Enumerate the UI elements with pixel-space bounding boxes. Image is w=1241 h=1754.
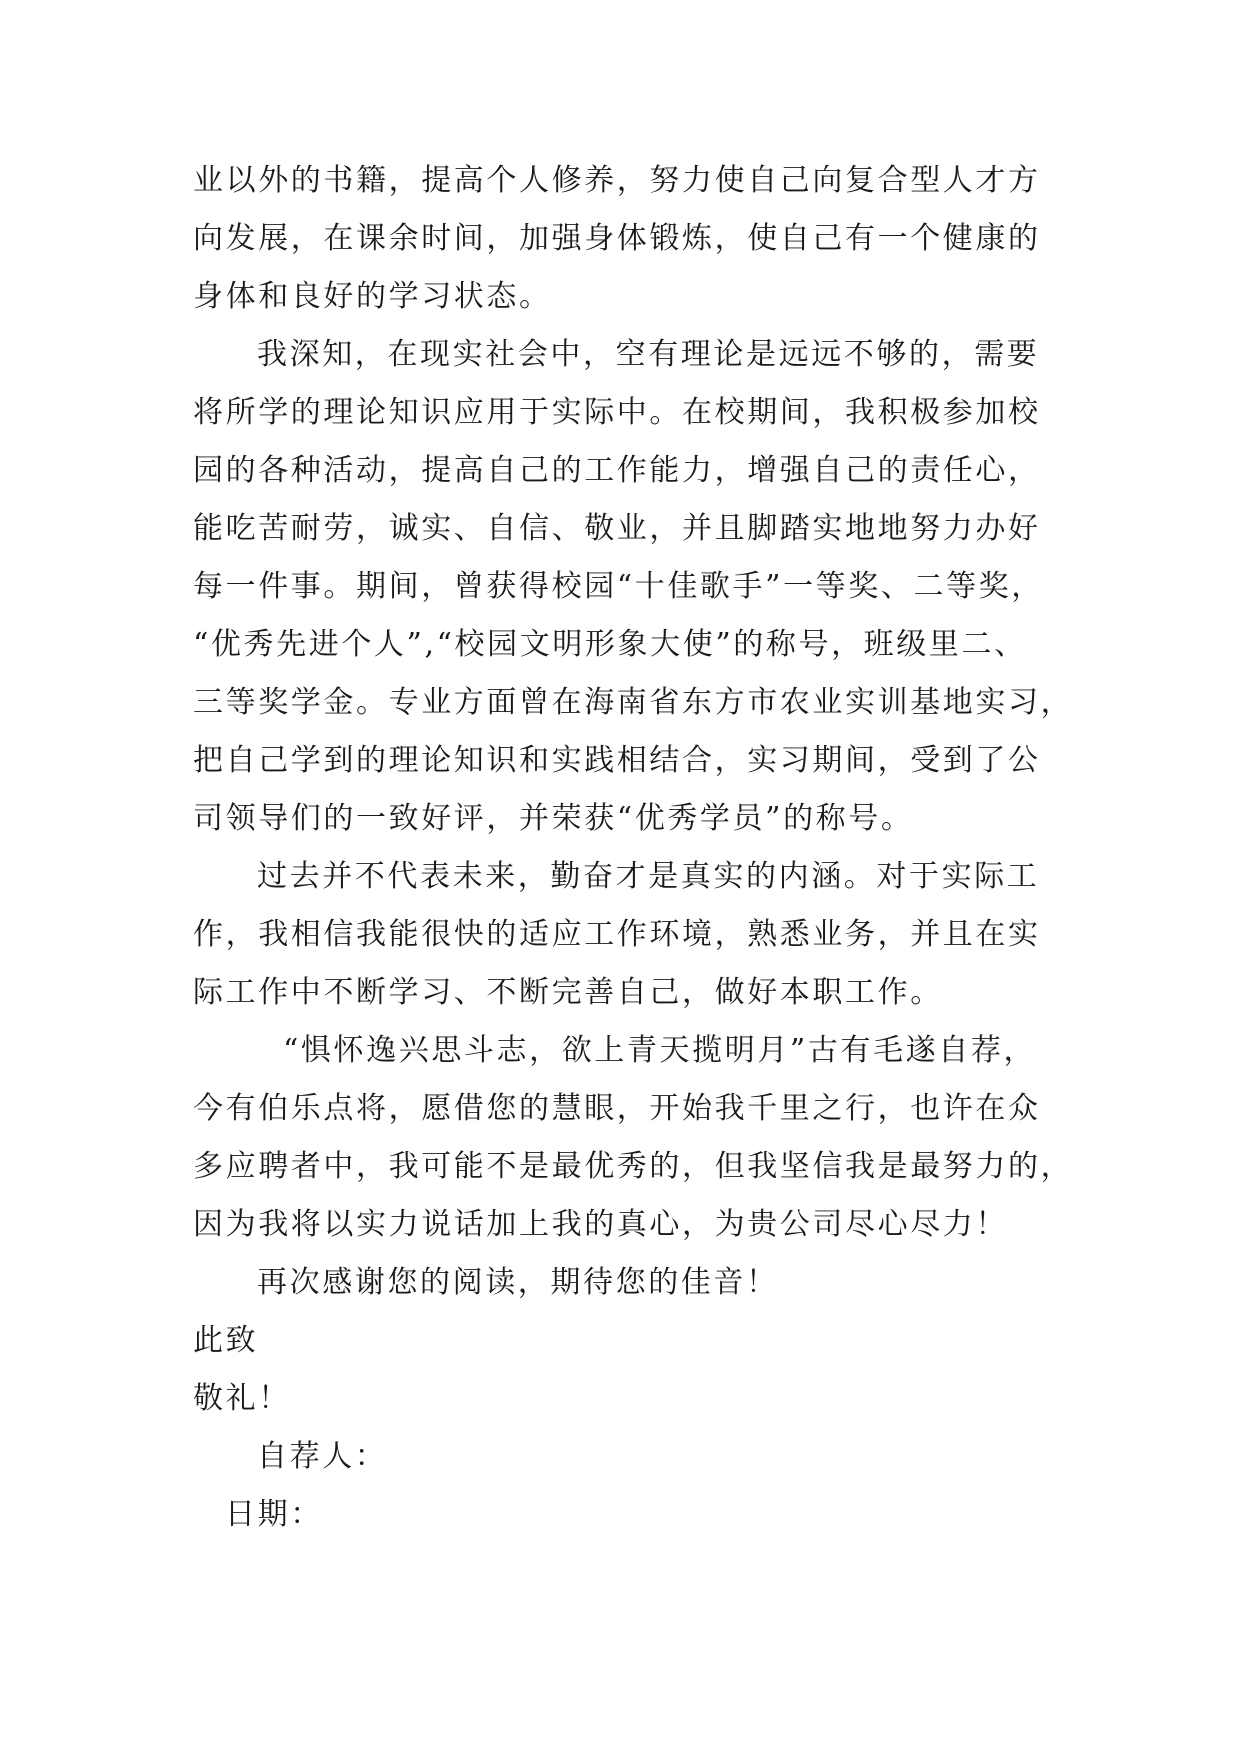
- body-line: 身体和良好的学习状态。: [193, 279, 552, 314]
- body-line: 司领导们的一致好评，并荣获“优秀学员”的称号。: [193, 801, 914, 836]
- body-line: 业以外的书籍，提高个人修养，努力使自己向复合型人才方: [193, 163, 1041, 198]
- body-line: 园的各种活动，提高自己的工作能力，增强自己的责任心，: [193, 453, 1041, 488]
- body-line: 把自己学到的理论知识和实践相结合，实习期间，受到了公: [193, 743, 1041, 778]
- body-line: “优秀先进个人”,“校园文明形象大使”的称号，班级里二、: [193, 627, 1027, 662]
- body-line: 能吃苦耐劳，诚实、自信、敬业，并且脚踏实地地努力办好: [193, 511, 1041, 546]
- paragraph-start-line: “惧怀逸兴思斗志，欲上青天揽明月”古有毛遂自荐，: [283, 1033, 1037, 1068]
- body-line: 因为我将以实力说话加上我的真心，为贵公司尽心尽力！: [193, 1207, 1008, 1242]
- body-line: 作，我相信我能很快的适应工作环境，熟悉业务，并且在实: [193, 917, 1041, 952]
- body-line: 三等奖学金。专业方面曾在海南省东方市农业实训基地实习，: [193, 685, 1074, 720]
- salutation-jingli: 敬礼！: [193, 1381, 291, 1416]
- body-line: 今有伯乐点将，愿借您的慧眼，开始我千里之行，也许在众: [193, 1091, 1041, 1126]
- letter-body: [193, 152, 1074, 1544]
- signature-label: 自荐人：: [257, 1439, 388, 1474]
- paragraph-start-line: 过去并不代表未来，勤奋才是真实的内涵。对于实际工: [257, 859, 1040, 894]
- date-label: 日期：: [225, 1497, 323, 1532]
- body-line: 际工作中不断学习、不断完善自己，做好本职工作。: [193, 975, 943, 1010]
- body-line: 多应聘者中，我可能不是最优秀的，但我坚信我是最努力的，: [193, 1149, 1074, 1184]
- paragraph-start-line: 我深知，在现实社会中，空有理论是远远不够的，需要: [257, 337, 1040, 372]
- body-line: 向发展，在课余时间，加强身体锻炼，使自己有一个健康的: [193, 221, 1041, 256]
- closing-thanks: 再次感谢您的阅读，期待您的佳音！: [257, 1265, 779, 1300]
- body-line: 将所学的理论知识应用于实际中。在校期间，我积极参加校: [193, 395, 1041, 430]
- salutation-cizhi: 此致: [193, 1323, 259, 1358]
- body-line: 每一件事。期间，曾获得校园“十佳歌手”一等奖、二等奖，: [193, 569, 1044, 604]
